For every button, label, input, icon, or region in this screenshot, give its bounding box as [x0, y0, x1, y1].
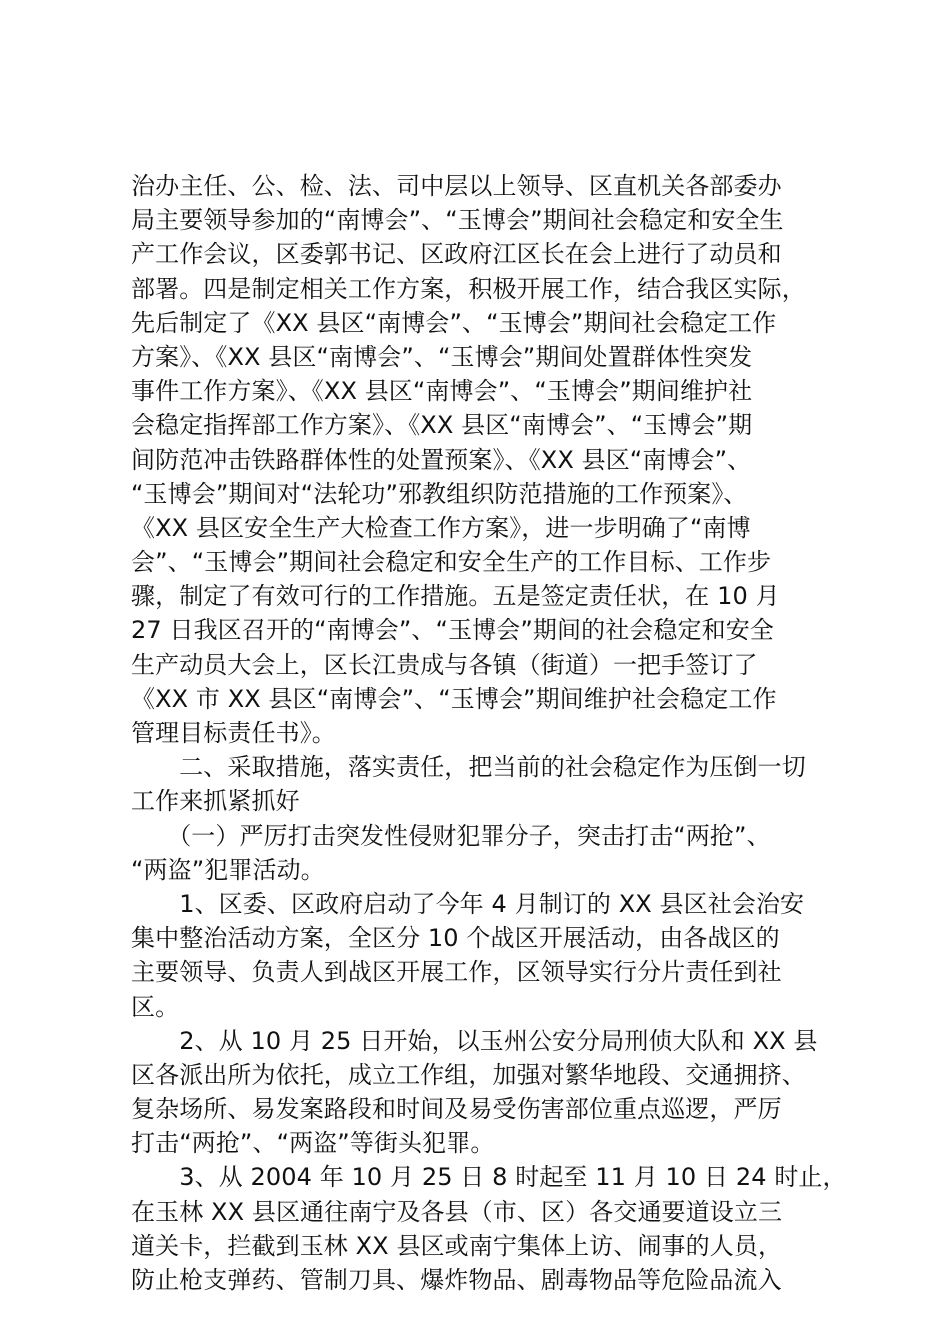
body-line: 生产动员大会上，区长江贵成与各镇（街道）一把手签订了	[131, 650, 758, 679]
document-body	[131, 169, 847, 1297]
body-line: 产工作会议，区委郭书记、区政府江区长在会上进行了动员和	[131, 240, 782, 269]
body-line: “玉博会”期间对“法轮功”邪教组织防范措施的工作预案》、	[131, 479, 748, 508]
body-line: 《XX 市 XX 县区“南博会”、“玉博会”期间维护社会稳定工作	[131, 684, 777, 713]
body-line: 防止枪支弹药、管制刀具、爆炸物品、剧毒物品等危险品流入	[131, 1266, 782, 1294]
body-line: 《XX 县区安全生产大检查工作方案》，进一步明确了“南博	[131, 513, 751, 542]
body-line: 治办主任、公、检、法、司中层以上领导、区直机关各部委办	[131, 172, 782, 200]
body-line: 区。	[131, 992, 180, 1021]
body-line: 方案》、《XX 县区“南博会”、“玉博会”期间处置群体性突发	[131, 342, 753, 371]
body-line: 区各派出所为依托，成立工作组，加强对繁华地段、交通拥挤、	[131, 1060, 806, 1089]
body-line: 复杂场所、易发案路段和时间及易受伤害部位重点巡逻，严厉	[131, 1095, 782, 1124]
body-line: 先后制定了《XX 县区“南博会”、“玉博会”期间社会稳定工作	[131, 308, 777, 337]
body-line: 会”、“玉博会”期间社会稳定和安全生产的工作目标、工作步	[131, 548, 772, 577]
body-line: 管理目标责任书》。	[131, 719, 336, 747]
body-line: 局主要领导参加的“南博会”、“玉博会”期间社会稳定和安全生	[131, 206, 784, 235]
body-line: 间防范冲击铁路群体性的处置预案》、《XX 县区“南博会”、	[131, 445, 752, 474]
body-line: 1、区委、区政府启动了今年 4 月制订的 XX 县区社会治安	[131, 889, 805, 918]
body-line: 集中整治活动方案，全区分 10 个战区开展活动，由各战区的	[131, 924, 780, 953]
body-line: 2、从 10 月 25 日开始，以玉州公安分局刑侦大队和 XX 县	[131, 1026, 818, 1055]
section-heading-line: 工作来抓紧抓好	[131, 787, 300, 816]
body-line: 部署。四是制定相关工作方案，积极开展工作，结合我区实际，	[131, 274, 806, 303]
body-line: 道关卡，拦截到玉林 XX 县区或南宁集体上访、闹事的人员，	[131, 1231, 783, 1260]
body-line: 3、从 2004 年 10 月 25 日 8 时起至 11 月 10 日 24 时止，	[131, 1163, 847, 1192]
section-heading-line: 二、采取措施，落实责任，把当前的社会稳定作为压倒一切	[131, 753, 806, 782]
body-line: 在玉林 XX 县区通往南宁及各县（市、区）各交通要道设立三	[131, 1197, 783, 1226]
body-line: 会稳定指挥部工作方案》、《XX 县区“南博会”、“玉博会”期	[131, 411, 753, 440]
subsection-heading-line: （一）严厉打击突发性侵财犯罪分子，突击打击“两抢”、	[131, 821, 771, 850]
body-line: 骤，制定了有效可行的工作措施。五是签定责任状，在 10 月	[131, 582, 780, 611]
body-line: 事件工作方案》、《XX 县区“南博会”、“玉博会”期间维护社	[131, 377, 753, 406]
body-line: 主要领导、负责人到战区开展工作，区领导实行分片责任到社	[131, 958, 782, 987]
body-line: 打击“两抢”、“两盗”等街头犯罪。	[131, 1129, 495, 1158]
body-line: 27 日我区召开的“南博会”、“玉博会”期间的社会稳定和安全	[131, 616, 774, 645]
subsection-heading-line: “两盗”犯罪活动。	[131, 855, 325, 884]
